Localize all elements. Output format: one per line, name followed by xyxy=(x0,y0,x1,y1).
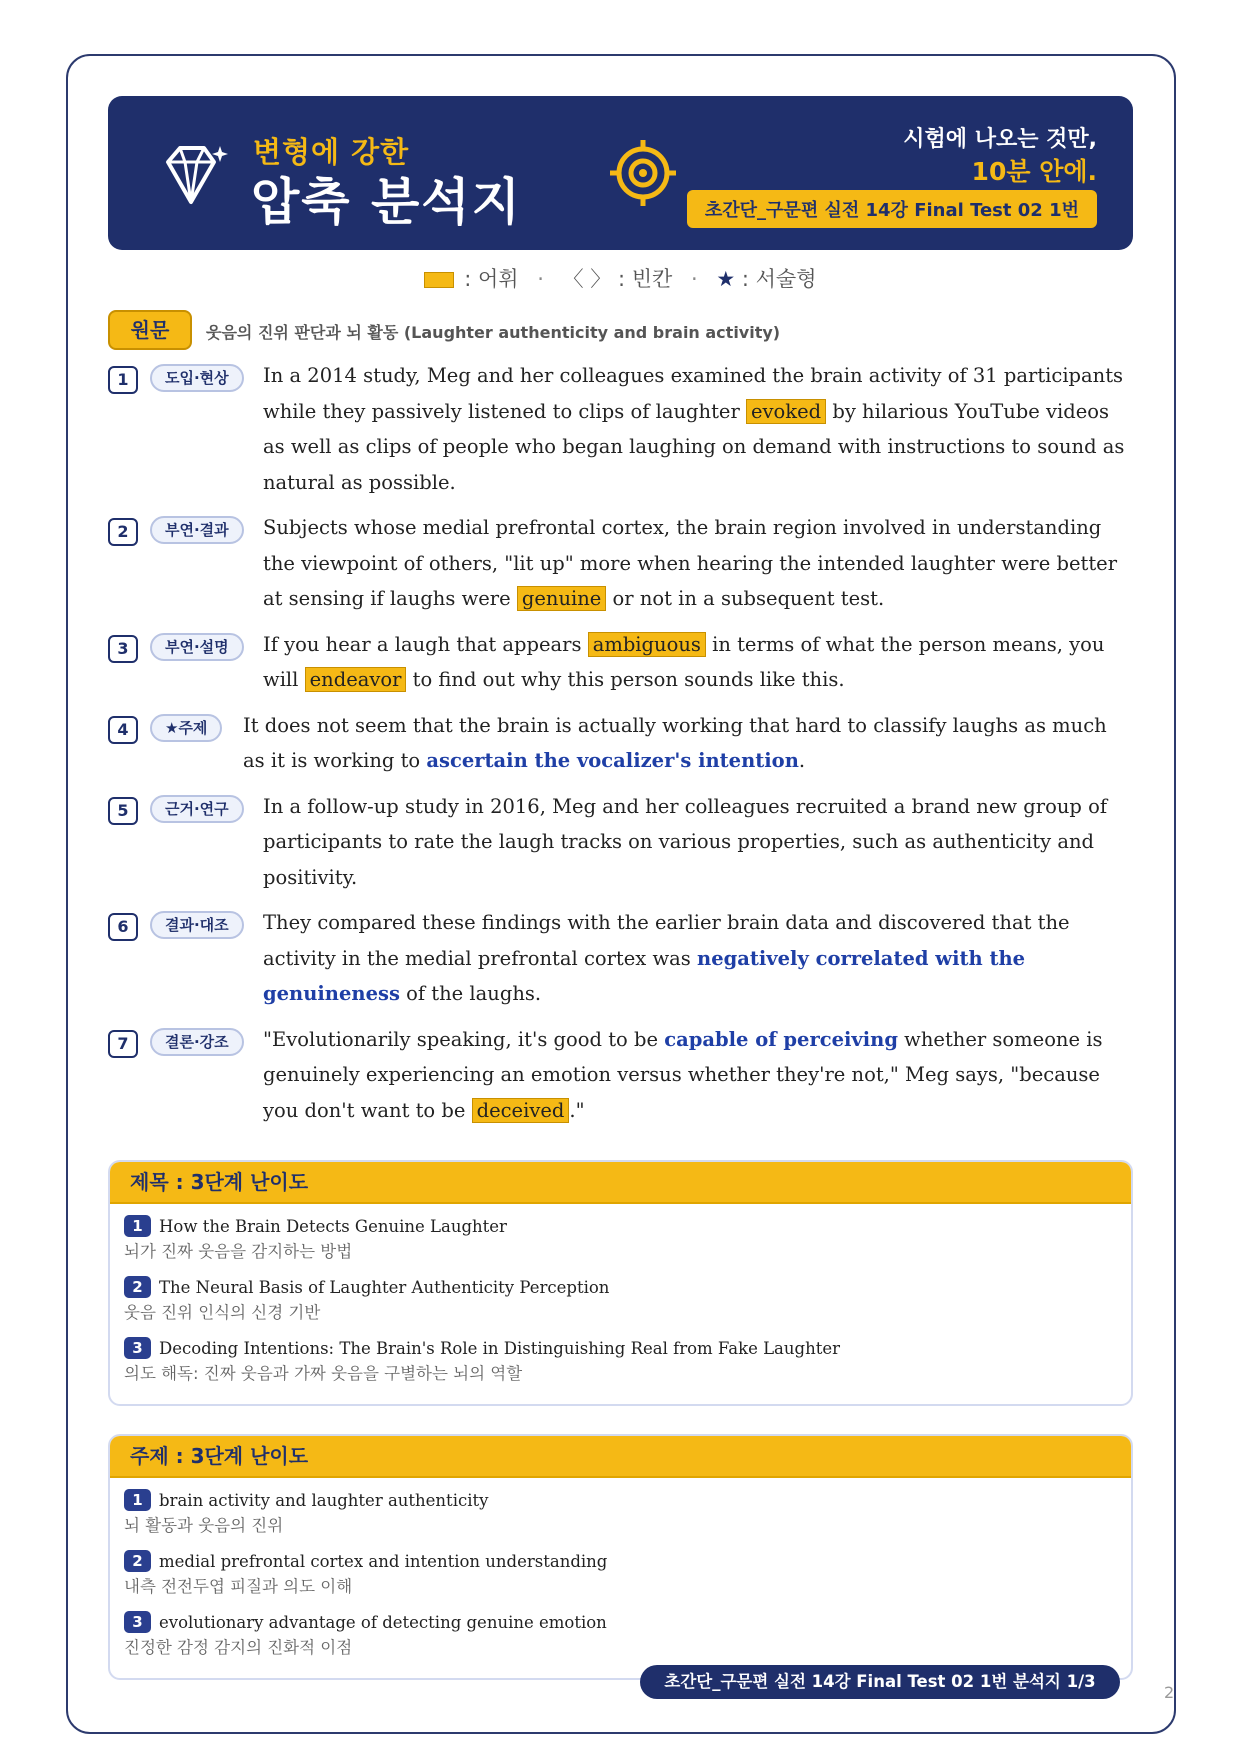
page-number: 2 xyxy=(1164,1683,1175,1702)
slogan-line2: 10분 안에. xyxy=(971,157,1097,186)
option-korean: 뇌가 진짜 웃음을 감지하는 방법 xyxy=(124,1242,353,1261)
option-english: brain activity and laughter authenticity xyxy=(159,1491,489,1510)
sentence-2 xyxy=(108,510,1133,617)
vocab-highlight: endeavor xyxy=(305,667,407,692)
vocab-highlight: deceived xyxy=(472,1098,570,1123)
footer-tag: 초간단_구문편 실전 14강 Final Test 02 1번 분석지 1/3 xyxy=(640,1665,1120,1699)
sentence-text: They compared these findings with the earlier brain data and discovered that the activity in the medial prefrontal cortex was negatively correlated with the genuineness of the laughs. xyxy=(263,911,1070,1005)
option-english: The Neural Basis of Laughter Authenticity Perception xyxy=(159,1278,610,1297)
sentence-tag: 부연·결과 xyxy=(150,516,244,544)
sentence-text: Subjects whose medial prefrontal cortex, the brain region involved in understanding the viewpoint of others, "lit up" more when hearing the intended laughter were better at sensing if laughs were genuine or not in a subsequent test. xyxy=(263,516,1118,610)
option-number: 2 xyxy=(124,1550,151,1572)
banner-subtitle: 변형에 강한 xyxy=(253,135,410,169)
option-number: 1 xyxy=(124,1215,151,1237)
source-badge: 원문 xyxy=(108,310,192,350)
option-korean: 뇌 활동과 웃음의 진위 xyxy=(124,1516,284,1535)
option-number: 3 xyxy=(124,1337,151,1359)
key-phrase: ascertain the vocalizer's intention xyxy=(426,749,799,772)
option-english: Decoding Intentions: The Brain's Role in Distinguishing Real from Fake Laughter xyxy=(159,1339,840,1358)
option-number: 3 xyxy=(124,1611,151,1633)
title-option xyxy=(124,1336,1117,1386)
title-box xyxy=(108,1160,1133,1406)
sentence-3 xyxy=(108,627,1133,698)
vocab-swatch-icon xyxy=(424,272,454,288)
topic-option xyxy=(124,1549,1117,1599)
vocab-highlight: ambiguous xyxy=(588,632,706,657)
topic-box-heading: 주제 : 3단계 난이도 xyxy=(110,1436,1131,1478)
sentence-tag: 결과·대조 xyxy=(150,911,244,939)
key-phrase: negatively correlated with the genuineness xyxy=(263,946,1026,1005)
page-title: 압축 분석지 xyxy=(251,173,522,231)
target-icon xyxy=(608,138,678,208)
sentence-tag: 근거·연구 xyxy=(150,795,244,823)
option-korean: 내측 전전두엽 피질과 의도 이해 xyxy=(124,1577,353,1596)
sentence-text: It does not seem that the brain is actually working that hard to classify laughs as much as it is working to ascertain the vocalizer's intention. xyxy=(243,713,1107,772)
key-phrase: capable of perceiving xyxy=(664,1027,898,1051)
legend-essay: : 서술형 xyxy=(741,267,817,291)
option-number: 2 xyxy=(124,1276,151,1298)
option-number: 1 xyxy=(124,1489,151,1511)
topic-option xyxy=(124,1610,1117,1660)
legend-separator: · xyxy=(690,267,698,291)
option-korean: 진정한 감정 감지의 진화적 이점 xyxy=(124,1638,353,1657)
option-english: How the Brain Detects Genuine Laughter xyxy=(159,1217,507,1236)
title-option xyxy=(124,1214,1117,1264)
sentence-number: 7 xyxy=(108,1030,138,1058)
sentence-4 xyxy=(108,708,1133,779)
diamond-icon xyxy=(158,140,228,210)
option-english: medial prefrontal cortex and intention understanding xyxy=(159,1552,608,1571)
sentence-number: 3 xyxy=(108,635,138,663)
legend-separator: · xyxy=(537,267,544,291)
sentence-text: "Evolutionarily speaking, it's good to be capable of perceiving whether someone is genuinely experiencing an emotion versus whether they're not," Meg says, "because you don't want to be deceived ." xyxy=(263,1027,1103,1122)
lesson-tag: 초간단_구문편 실전 14강 Final Test 02 1번 xyxy=(687,190,1097,228)
legend-vocab: : 어휘 xyxy=(464,267,519,291)
sentence-text: In a 2014 study, Meg and her colleagues examined the brain activity of 31 participants while they passively listened to clips of laughter evoked by hilarious YouTube videos as well as clips of people who began laughing on demand with instructions to sound as natural as possible. xyxy=(263,364,1125,494)
sentence-7 xyxy=(108,1022,1133,1129)
star-icon: ★ xyxy=(716,267,736,291)
sentence-number: 6 xyxy=(108,913,138,941)
vocab-highlight: evoked xyxy=(746,399,826,424)
legend-blank: : 빈칸 xyxy=(617,267,673,291)
title-option xyxy=(124,1275,1117,1325)
sentence-text: If you hear a laugh that appears ambiguous in terms of what the person means, you will endeavor to find out why this person sounds like this. xyxy=(263,632,1105,691)
slogan-line1: 시험에 나오는 것만, xyxy=(903,127,1097,152)
sentence-6 xyxy=(108,905,1133,1012)
sentence-number: 4 xyxy=(108,716,138,744)
legend xyxy=(0,263,1240,293)
source-caption: 웃음의 진위 판단과 뇌 활동 (Laughter authenticity and brain activity) xyxy=(206,323,781,342)
sentence-tag: 도입·현상 xyxy=(150,364,244,392)
option-korean: 웃음 진위 인식의 신경 기반 xyxy=(124,1303,321,1322)
header-banner xyxy=(108,96,1133,250)
sentence-number: 2 xyxy=(108,518,138,546)
option-korean: 의도 해독: 진짜 웃음과 가짜 웃음을 구별하는 뇌의 역할 xyxy=(124,1364,523,1383)
sentence-number: 1 xyxy=(108,366,138,394)
sentence-list xyxy=(108,358,1133,1138)
topic-option xyxy=(124,1488,1117,1538)
vocab-highlight: genuine xyxy=(517,586,606,611)
sentence-text: In a follow-up study in 2016, Meg and her colleagues recruited a brand new group of participants to rate the laugh tracks on various properties, such as authenticity and positivity. xyxy=(263,794,1108,889)
sentence-tag: ★주제 xyxy=(150,714,222,742)
sentence-5 xyxy=(108,789,1133,896)
sentence-tag: 부연·설명 xyxy=(150,633,244,661)
title-box-heading: 제목 : 3단계 난이도 xyxy=(110,1162,1131,1204)
topic-box xyxy=(108,1434,1133,1680)
option-english: evolutionary advantage of detecting genuine emotion xyxy=(159,1613,607,1632)
sentence-tag: 결론·강조 xyxy=(150,1028,244,1056)
sentence-1 xyxy=(108,358,1133,500)
sentence-number: 5 xyxy=(108,797,138,825)
bracket-icon: 〈 〉 xyxy=(562,267,612,291)
